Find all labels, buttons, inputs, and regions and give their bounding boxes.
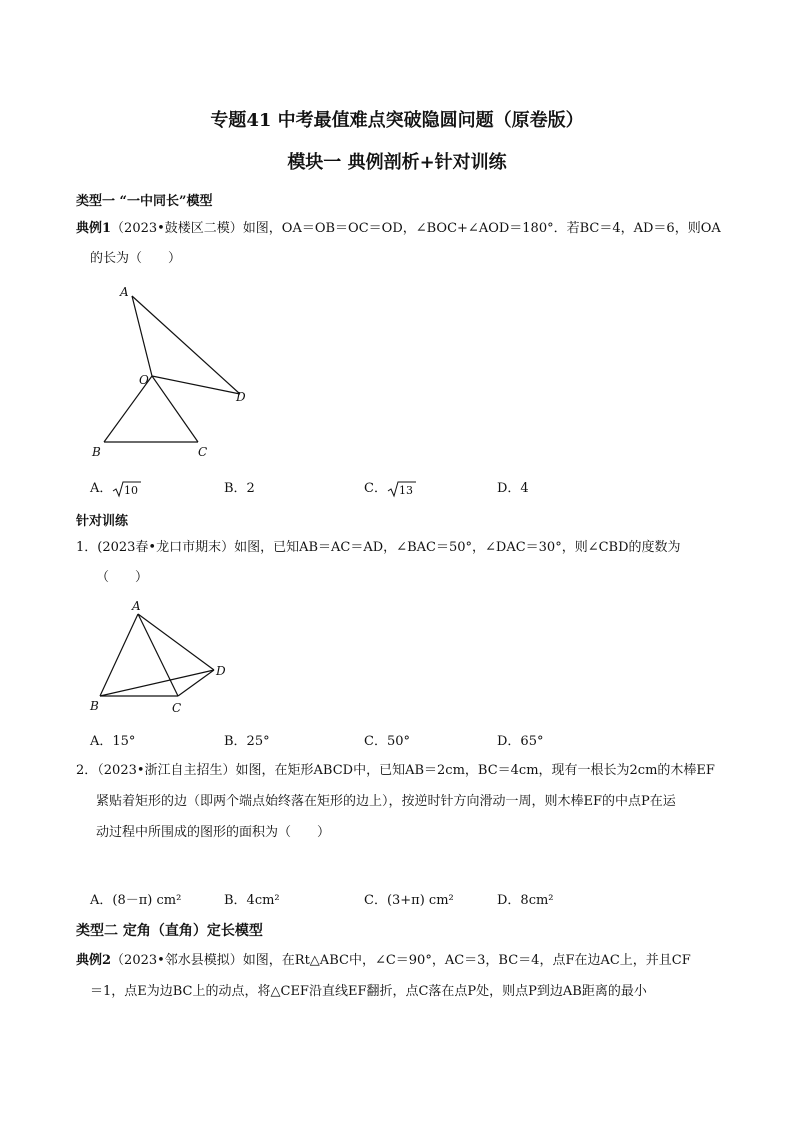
- section-heading-type2: 类型二 定角（直角）定长模型: [76, 923, 263, 939]
- segment-od: [152, 376, 240, 394]
- question1-option-d: D．65°: [497, 734, 544, 749]
- example1-option-d: D．4: [497, 481, 529, 496]
- section-heading-type1: 类型一 “一中同长”模型: [76, 194, 213, 209]
- segment-ao: [132, 296, 152, 376]
- question1-option-b: B．25°: [224, 734, 270, 749]
- segment-ab: [100, 614, 138, 696]
- label-d: D: [236, 390, 246, 404]
- label-c: C: [172, 701, 182, 715]
- example1-text: （2023•鼓楼区二模）如图，OA＝OB＝OC＝OD，∠BOC+∠AOD＝180°．若BC＝4，AD＝6，则OA: [111, 221, 721, 236]
- example1-line1: [76, 221, 721, 237]
- question1-line1: 1．(2023春•龙口市期末）如图，已知AB＝AC＝AD，∠BAC＝50°，∠DAC＝30°，则∠CBD的度数为: [76, 540, 681, 555]
- label-c: C: [198, 445, 208, 459]
- example2-line2: ＝1，点E为边BC上的动点，将△CEF沿直线EF翻折，点C落在点P处，则点P到边AB距离的最小: [90, 984, 647, 999]
- segment-ad: [138, 614, 214, 670]
- sqrt-icon: [112, 480, 142, 498]
- segment-ac: [138, 614, 178, 696]
- question2-option-b: B．4cm²: [224, 893, 280, 908]
- question1-figure: [86, 596, 246, 726]
- question2-line1: 2．（2023•浙江自主招生）如图，在矩形ABCD中，已知AB＝2cm，BC＝4cm，现有一根长为2cm的木棒EF: [76, 763, 715, 778]
- label-o: O: [139, 373, 149, 387]
- svg-text:10: 10: [124, 483, 139, 497]
- question2-option-a: A．(8－π) cm²: [90, 893, 182, 908]
- segment-oc: [152, 376, 198, 442]
- example2-line1: [76, 953, 691, 969]
- example1-option-a: A． 10: [90, 477, 142, 498]
- question1-line2: （ ）: [96, 570, 149, 585]
- example2-text: （2023•邻水县模拟）如图，在Rt△ABC中，∠C＝90°，AC＝3，BC＝4，点F在边AC上，并且CF: [111, 953, 691, 968]
- label-a: A: [120, 285, 129, 299]
- example1-option-c: C． 13: [364, 477, 417, 498]
- label-d: D: [216, 664, 226, 678]
- label-b: B: [92, 445, 101, 459]
- label-a: A: [132, 599, 141, 613]
- question2-option-c: C．(3+π) cm²: [364, 893, 454, 908]
- module-title: 模块一 典例剖析+针对训练: [287, 152, 507, 173]
- question2-line3: 动过程中所围成的图形的面积为（ ）: [96, 825, 331, 840]
- question2-option-d: D．8cm²: [497, 893, 554, 908]
- question1-option-c: C．50°: [364, 734, 410, 749]
- example1-label: 典例1: [76, 221, 112, 236]
- sqrt-icon: [387, 480, 417, 498]
- practice-heading: 针对训练: [76, 514, 129, 529]
- example1-line2: 的长为（ ）: [90, 251, 182, 266]
- example1-option-b: B．2: [224, 481, 255, 496]
- example1-figure: [86, 280, 266, 460]
- example2-label: 典例2: [76, 953, 112, 968]
- label-b: B: [90, 699, 99, 713]
- question1-option-a: A．15°: [90, 734, 136, 749]
- document-title: 专题41 中考最值难点突破隐圆问题（原卷版）: [210, 110, 584, 131]
- svg-text:13: 13: [398, 483, 413, 497]
- question2-line2: 紧贴着矩形的边（即两个端点始终落在矩形的边上），按逆时针方向滑动一周，则木棒EF的中点P在运: [96, 794, 676, 809]
